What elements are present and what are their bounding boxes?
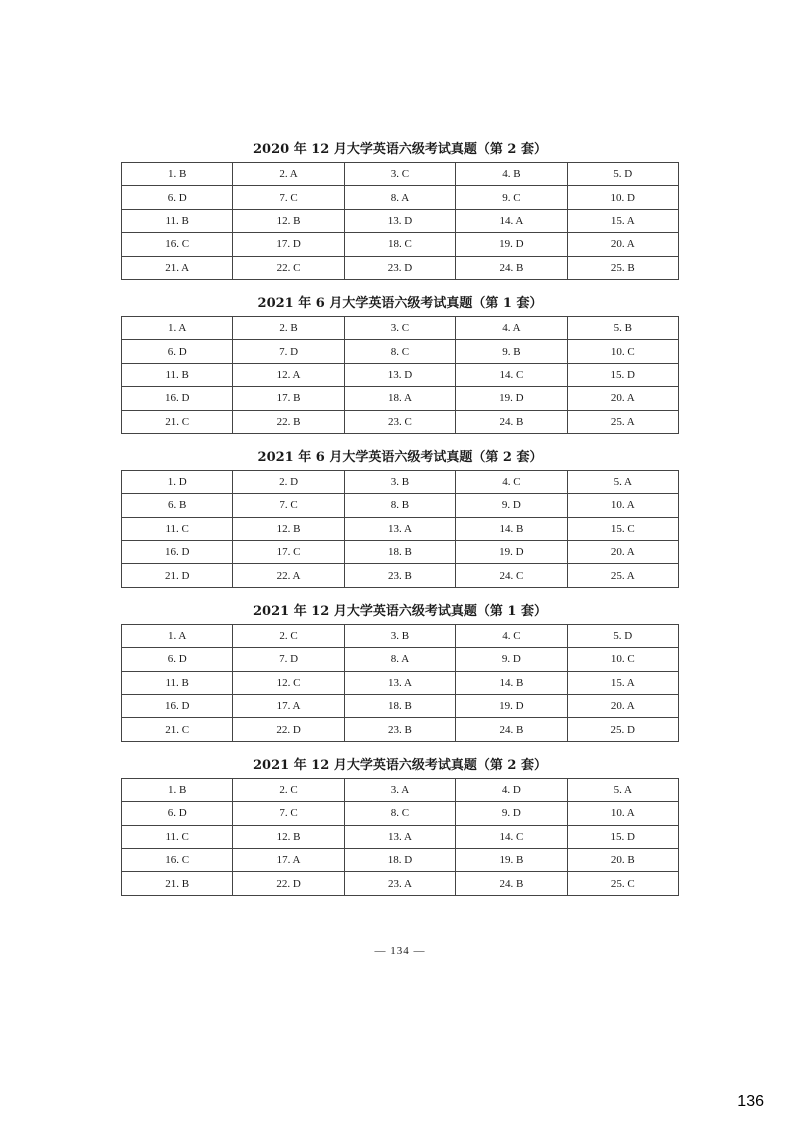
answer-cell: 15. D bbox=[567, 363, 678, 386]
answer-cell: 19. D bbox=[456, 233, 567, 256]
answer-cell: 20. A bbox=[567, 695, 678, 718]
table-row bbox=[122, 494, 679, 517]
table-row bbox=[122, 233, 679, 256]
answer-cell: 5. D bbox=[567, 624, 678, 647]
answer-cell: 1. A bbox=[122, 624, 233, 647]
answer-cell: 14. B bbox=[456, 671, 567, 694]
answer-cell: 17. A bbox=[233, 695, 344, 718]
answer-cell: 17. C bbox=[233, 541, 344, 564]
answer-cell: 4. A bbox=[456, 316, 567, 339]
answer-cell: 9. B bbox=[456, 340, 567, 363]
answer-cell: 16. C bbox=[122, 233, 233, 256]
answer-cell: 10. C bbox=[567, 648, 678, 671]
answer-cell: 23. B bbox=[344, 718, 455, 741]
answer-cell: 9. D bbox=[456, 494, 567, 517]
answer-cell: 3. B bbox=[344, 624, 455, 647]
answer-cell: 9. D bbox=[456, 802, 567, 825]
answer-cell: 23. B bbox=[344, 564, 455, 587]
answer-cell: 2. B bbox=[233, 316, 344, 339]
answer-cell: 9. D bbox=[456, 648, 567, 671]
answer-cell: 10. C bbox=[567, 340, 678, 363]
answer-section bbox=[121, 602, 679, 742]
table-row bbox=[122, 163, 679, 186]
answer-cell: 13. D bbox=[344, 363, 455, 386]
page-number-footer: — 134 — bbox=[374, 945, 426, 957]
answer-cell: 4. B bbox=[456, 163, 567, 186]
answer-cell: 19. D bbox=[456, 695, 567, 718]
answer-cell: 16. C bbox=[122, 848, 233, 871]
answer-cell: 21. A bbox=[122, 256, 233, 279]
table-row bbox=[122, 778, 679, 801]
answer-cell: 22. C bbox=[233, 256, 344, 279]
answer-cell: 22. D bbox=[233, 718, 344, 741]
answer-cell: 13. A bbox=[344, 517, 455, 540]
answer-cell: 18. B bbox=[344, 541, 455, 564]
answer-cell: 13. A bbox=[344, 825, 455, 848]
answer-cell: 24. C bbox=[456, 564, 567, 587]
answer-cell: 5. B bbox=[567, 316, 678, 339]
answer-cell: 14. C bbox=[456, 825, 567, 848]
answer-cell: 5. D bbox=[567, 163, 678, 186]
answer-cell: 4. C bbox=[456, 470, 567, 493]
answer-cell: 17. B bbox=[233, 387, 344, 410]
answer-cell: 25. D bbox=[567, 718, 678, 741]
section-title: 2021 年 6 月大学英语六级考试真题（第 2 套） bbox=[257, 449, 543, 465]
table-row bbox=[122, 387, 679, 410]
table-row bbox=[122, 624, 679, 647]
table-row bbox=[122, 695, 679, 718]
answer-section bbox=[121, 448, 679, 588]
answer-cell: 11. B bbox=[122, 209, 233, 232]
answer-cell: 2. C bbox=[233, 778, 344, 801]
answer-cell: 18. B bbox=[344, 695, 455, 718]
answer-cell: 7. D bbox=[233, 340, 344, 363]
answer-cell: 4. D bbox=[456, 778, 567, 801]
answer-cell: 6. B bbox=[122, 494, 233, 517]
table-row bbox=[122, 410, 679, 433]
answer-cell: 19. D bbox=[456, 387, 567, 410]
answer-cell: 14. B bbox=[456, 517, 567, 540]
answer-cell: 11. B bbox=[122, 363, 233, 386]
table-row bbox=[122, 256, 679, 279]
answer-cell: 9. C bbox=[456, 186, 567, 209]
table-row bbox=[122, 541, 679, 564]
answer-cell: 17. A bbox=[233, 848, 344, 871]
answer-cell: 12. B bbox=[233, 825, 344, 848]
answer-cell: 24. B bbox=[456, 718, 567, 741]
section-title: 2021 年 6 月大学英语六级考试真题（第 1 套） bbox=[257, 295, 543, 311]
answer-cell: 19. D bbox=[456, 541, 567, 564]
answer-cell: 11. C bbox=[122, 517, 233, 540]
answer-cell: 14. C bbox=[456, 363, 567, 386]
answer-cell: 15. D bbox=[567, 825, 678, 848]
answer-cell: 25. A bbox=[567, 564, 678, 587]
table-row bbox=[122, 363, 679, 386]
answer-cell: 16. D bbox=[122, 387, 233, 410]
table-row bbox=[122, 517, 679, 540]
answer-table bbox=[121, 316, 679, 434]
answer-cell: 21. C bbox=[122, 410, 233, 433]
answer-cell: 10. A bbox=[567, 802, 678, 825]
answer-cell: 8. A bbox=[344, 648, 455, 671]
answer-cell: 11. B bbox=[122, 671, 233, 694]
answer-cell: 21. D bbox=[122, 564, 233, 587]
section-title: 2021 年 12 月大学英语六级考试真题（第 2 套） bbox=[253, 757, 547, 773]
answer-cell: 2. C bbox=[233, 624, 344, 647]
answer-cell: 1. B bbox=[122, 163, 233, 186]
answer-cell: 24. B bbox=[456, 410, 567, 433]
table-row bbox=[122, 648, 679, 671]
answer-cell: 12. A bbox=[233, 363, 344, 386]
answer-cell: 8. B bbox=[344, 494, 455, 517]
table-row bbox=[122, 848, 679, 871]
answer-cell: 4. C bbox=[456, 624, 567, 647]
answer-cell: 6. D bbox=[122, 340, 233, 363]
table-row bbox=[122, 186, 679, 209]
answer-cell: 23. D bbox=[344, 256, 455, 279]
answer-cell: 23. A bbox=[344, 872, 455, 895]
answer-cell: 20. B bbox=[567, 848, 678, 871]
answer-cell: 5. A bbox=[567, 778, 678, 801]
answer-cell: 15. A bbox=[567, 671, 678, 694]
answer-cell: 2. D bbox=[233, 470, 344, 493]
answer-cell: 13. A bbox=[344, 671, 455, 694]
answer-cell: 17. D bbox=[233, 233, 344, 256]
table-row bbox=[122, 564, 679, 587]
answer-cell: 11. C bbox=[122, 825, 233, 848]
table-row bbox=[122, 209, 679, 232]
answer-cell: 6. D bbox=[122, 802, 233, 825]
answer-cell: 24. B bbox=[456, 256, 567, 279]
answer-cell: 22. B bbox=[233, 410, 344, 433]
answer-cell: 16. D bbox=[122, 541, 233, 564]
table-row bbox=[122, 718, 679, 741]
answer-table bbox=[121, 470, 679, 588]
answer-cell: 10. A bbox=[567, 494, 678, 517]
answer-cell: 13. D bbox=[344, 209, 455, 232]
answer-table bbox=[121, 162, 679, 280]
answer-table bbox=[121, 624, 679, 742]
table-row bbox=[122, 671, 679, 694]
answer-cell: 14. A bbox=[456, 209, 567, 232]
answer-cell: 3. B bbox=[344, 470, 455, 493]
answer-cell: 22. D bbox=[233, 872, 344, 895]
answer-cell: 12. B bbox=[233, 517, 344, 540]
answer-cell: 8. C bbox=[344, 802, 455, 825]
answer-cell: 5. A bbox=[567, 470, 678, 493]
answer-cell: 15. A bbox=[567, 209, 678, 232]
answer-cell: 16. D bbox=[122, 695, 233, 718]
answer-cell: 8. C bbox=[344, 340, 455, 363]
table-row bbox=[122, 470, 679, 493]
answer-cell: 8. A bbox=[344, 186, 455, 209]
answer-cell: 21. B bbox=[122, 872, 233, 895]
answer-cell: 12. C bbox=[233, 671, 344, 694]
answer-cell: 23. C bbox=[344, 410, 455, 433]
answer-key-sections bbox=[121, 140, 679, 910]
answer-cell: 10. D bbox=[567, 186, 678, 209]
table-row bbox=[122, 872, 679, 895]
answer-cell: 19. B bbox=[456, 848, 567, 871]
answer-cell: 21. C bbox=[122, 718, 233, 741]
table-row bbox=[122, 825, 679, 848]
answer-section bbox=[121, 140, 679, 280]
answer-cell: 24. B bbox=[456, 872, 567, 895]
answer-section bbox=[121, 294, 679, 434]
answer-cell: 7. C bbox=[233, 802, 344, 825]
scan-page-number: 136 bbox=[737, 1093, 764, 1110]
answer-cell: 25. B bbox=[567, 256, 678, 279]
answer-cell: 1. A bbox=[122, 316, 233, 339]
answer-cell: 12. B bbox=[233, 209, 344, 232]
table-row bbox=[122, 802, 679, 825]
answer-cell: 7. C bbox=[233, 494, 344, 517]
answer-cell: 1. B bbox=[122, 778, 233, 801]
answer-cell: 22. A bbox=[233, 564, 344, 587]
answer-cell: 3. C bbox=[344, 316, 455, 339]
answer-cell: 18. A bbox=[344, 387, 455, 410]
answer-table bbox=[121, 778, 679, 896]
answer-cell: 20. A bbox=[567, 233, 678, 256]
answer-cell: 6. D bbox=[122, 186, 233, 209]
answer-cell: 7. C bbox=[233, 186, 344, 209]
answer-cell: 2. A bbox=[233, 163, 344, 186]
answer-cell: 7. D bbox=[233, 648, 344, 671]
answer-cell: 3. A bbox=[344, 778, 455, 801]
answer-cell: 15. C bbox=[567, 517, 678, 540]
answer-cell: 20. A bbox=[567, 541, 678, 564]
answer-cell: 6. D bbox=[122, 648, 233, 671]
answer-cell: 18. D bbox=[344, 848, 455, 871]
answer-section bbox=[121, 756, 679, 896]
answer-cell: 20. A bbox=[567, 387, 678, 410]
table-row bbox=[122, 340, 679, 363]
answer-cell: 25. A bbox=[567, 410, 678, 433]
section-title: 2021 年 12 月大学英语六级考试真题（第 1 套） bbox=[253, 603, 547, 619]
answer-cell: 25. C bbox=[567, 872, 678, 895]
answer-cell: 18. C bbox=[344, 233, 455, 256]
answer-cell: 1. D bbox=[122, 470, 233, 493]
section-title: 2020 年 12 月大学英语六级考试真题（第 2 套） bbox=[253, 142, 547, 157]
answer-cell: 3. C bbox=[344, 163, 455, 186]
table-row bbox=[122, 316, 679, 339]
